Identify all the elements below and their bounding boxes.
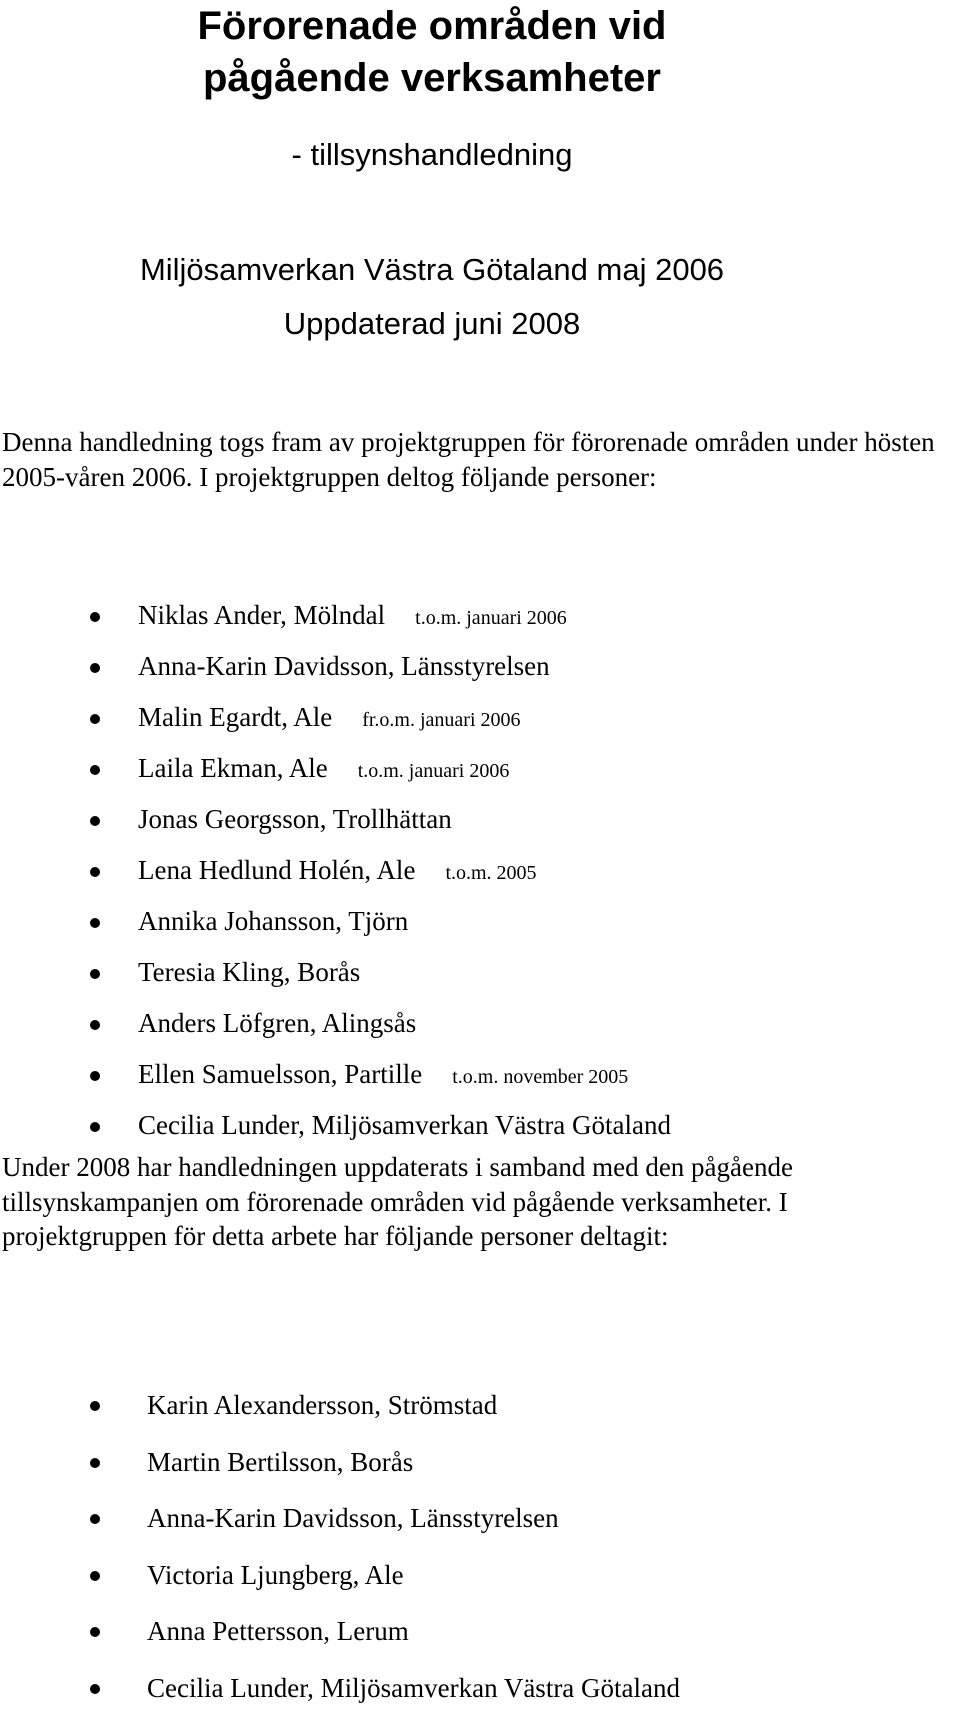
list-item <box>90 1547 680 1604</box>
person-name: Annika Johansson, Tjörn <box>138 906 408 936</box>
person-name: Victoria Ljungberg, Ale <box>147 1560 404 1590</box>
bullet-icon <box>90 918 100 928</box>
project-group-2006-list <box>90 590 671 1151</box>
bullet-icon <box>90 1458 100 1468</box>
bullet-icon <box>90 969 100 979</box>
bullet-icon <box>90 1627 100 1637</box>
update-paragraph: Under 2008 har handledningen uppdaterats i samband med den pågående tillsynskampanjen om förorenade områden vid pågående verksamheter. I projektgruppen för detta arbete har följande personer deltagit: <box>2 1150 957 1254</box>
person-note: t.o.m. januari 2006 <box>415 607 567 629</box>
bullet-icon <box>90 1020 100 1030</box>
person-name: Anders Löfgren, Alingsås <box>138 1008 416 1038</box>
list-item <box>90 1603 680 1660</box>
list-item <box>90 692 671 743</box>
person-name: Anna Pettersson, Lerum <box>147 1616 409 1646</box>
bullet-icon <box>90 1122 100 1132</box>
list-item <box>90 1100 671 1151</box>
person-name: Cecilia Lunder, Miljösamverkan Västra Götaland <box>138 1110 671 1140</box>
person-name: Ellen Samuelsson, Partille <box>138 1059 422 1089</box>
list-item <box>90 641 671 692</box>
person-name: Martin Bertilsson, Borås <box>147 1447 413 1477</box>
list-item <box>90 1660 680 1716</box>
title-line-1: Förorenade områden vid <box>198 4 667 48</box>
bullet-icon <box>90 612 100 622</box>
bullet-icon <box>90 1571 100 1581</box>
person-name: Anna-Karin Davidsson, Länsstyrelsen <box>147 1503 559 1533</box>
list-item <box>90 590 671 641</box>
updated-date: Uppdaterad juni 2008 <box>0 304 864 344</box>
person-note: t.o.m. 2005 <box>445 862 536 884</box>
person-name: Cecilia Lunder, Miljösamverkan Västra Götaland <box>147 1673 680 1703</box>
person-name: Jonas Georgsson, Trollhättan <box>138 804 452 834</box>
bullet-icon <box>90 1071 100 1081</box>
list-item <box>90 845 671 896</box>
bullet-icon <box>90 765 100 775</box>
list-item <box>90 1049 671 1100</box>
bullet-icon <box>90 867 100 877</box>
list-item <box>90 794 671 845</box>
list-item <box>90 1490 680 1547</box>
bullet-icon <box>90 714 100 724</box>
bullet-icon <box>90 663 100 673</box>
list-item <box>90 1434 680 1491</box>
person-name: Laila Ekman, Ale <box>138 753 328 783</box>
list-item <box>90 896 671 947</box>
person-note: t.o.m. januari 2006 <box>358 760 510 782</box>
person-note: t.o.m. november 2005 <box>452 1066 628 1088</box>
list-item <box>90 998 671 1049</box>
document-subtitle: - tillsynshandledning <box>0 135 864 175</box>
bullet-icon <box>90 1514 100 1524</box>
list-item <box>90 743 671 794</box>
document-title <box>0 0 864 104</box>
person-name: Teresia Kling, Borås <box>138 957 360 987</box>
bullet-icon <box>90 1684 100 1694</box>
person-name: Malin Egardt, Ale <box>138 702 332 732</box>
bullet-icon <box>90 1401 100 1411</box>
intro-paragraph: Denna handledning togs fram av projektgruppen för förorenade områden under hösten 2005-våren 2006. I projektgruppen deltog följande personer: <box>2 425 957 494</box>
person-note: fr.o.m. januari 2006 <box>362 709 520 731</box>
list-item <box>90 947 671 998</box>
person-name: Niklas Ander, Mölndal <box>138 600 385 630</box>
organization-date: Miljösamverkan Västra Götaland maj 2006 <box>0 250 864 290</box>
person-name: Anna-Karin Davidsson, Länsstyrelsen <box>138 651 550 681</box>
list-item <box>90 1377 680 1434</box>
person-name: Lena Hedlund Holén, Ale <box>138 855 415 885</box>
person-name: Karin Alexandersson, Strömstad <box>147 1390 497 1420</box>
project-group-2008-list <box>90 1377 680 1716</box>
title-line-2: pågående verksamheter <box>203 56 661 100</box>
bullet-icon <box>90 816 100 826</box>
